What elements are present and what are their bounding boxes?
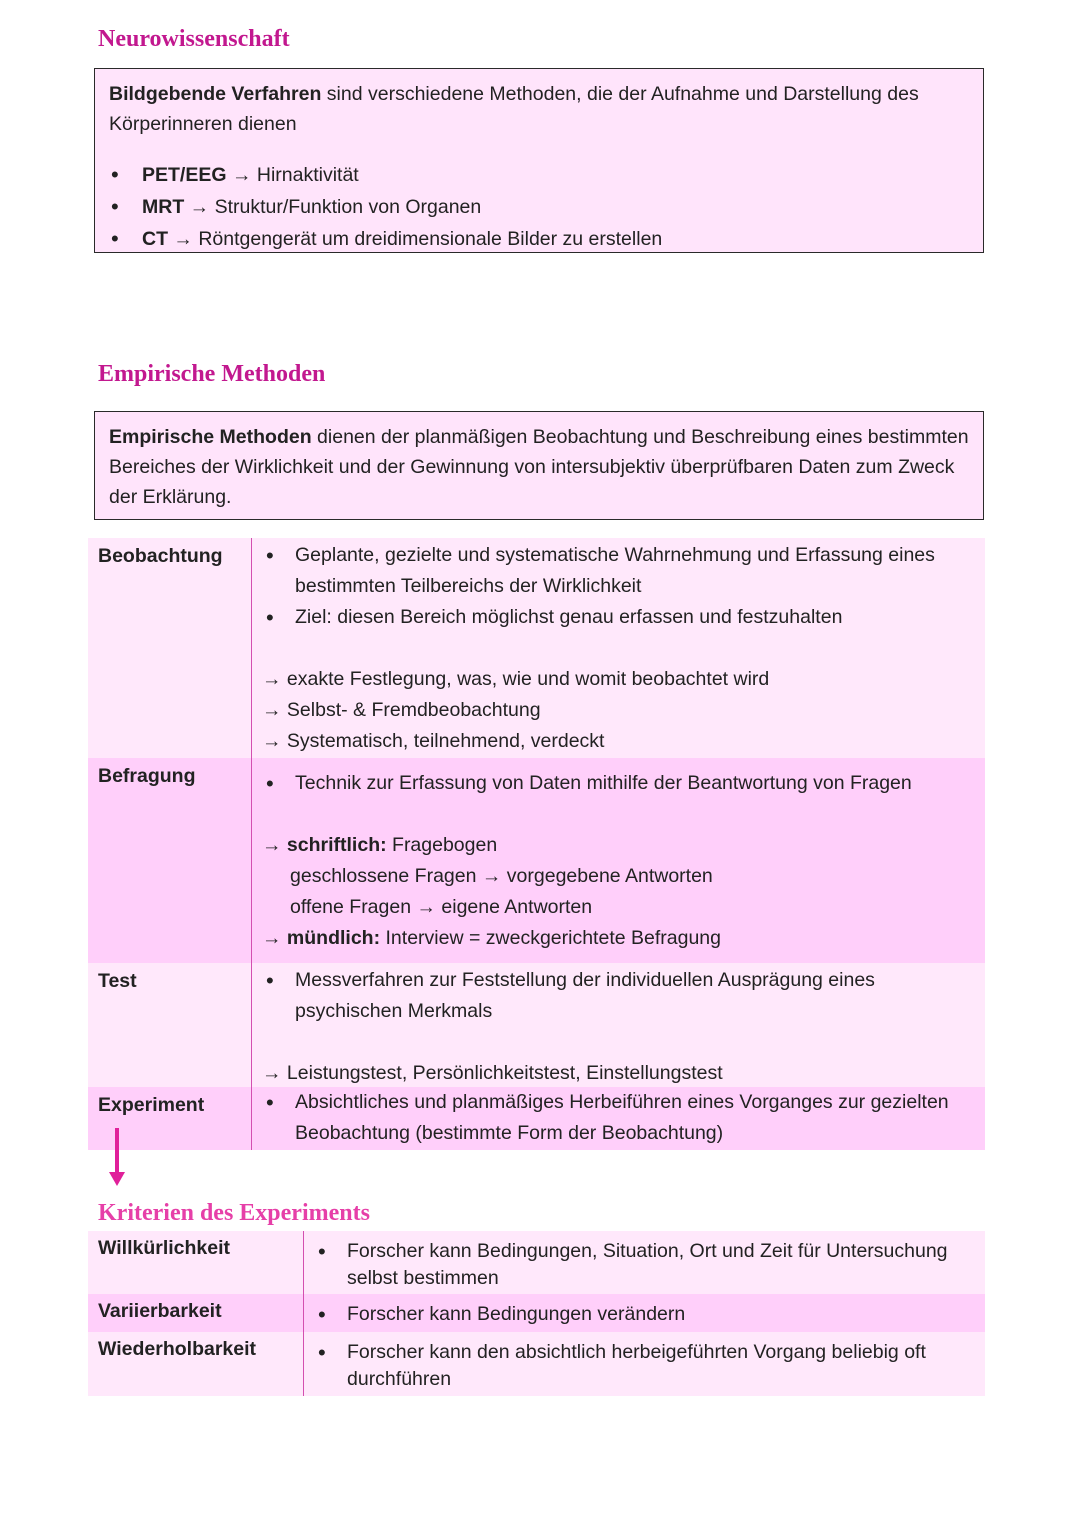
bullet-item: • Forscher kann Bedingungen, Situation, Ort und Zeit für Untersuchung selbst bestimmen — [314, 1238, 973, 1292]
row-label: Befragung — [88, 758, 252, 963]
table-row-criterion — [88, 1332, 985, 1396]
row-content — [252, 758, 985, 963]
bullet-item: • Forscher kann Bedingungen verändern — [314, 1301, 973, 1328]
arrow-note: → exakte Festlegung, was, wie und womit beobachtet wird — [262, 668, 770, 690]
row-label: Willkürlichkeit — [88, 1231, 304, 1294]
item-term: CT — [142, 228, 168, 250]
item-text: → Struktur/Funktion von Organen — [184, 196, 482, 218]
definition-term: Empirische Methoden — [109, 426, 312, 448]
definition-box-empirische-methoden — [94, 411, 984, 520]
arrow-note — [262, 923, 973, 954]
row-label: Test — [88, 963, 252, 1087]
arrow-note: → Selbst- & Fremdbeobachtung — [262, 699, 541, 721]
section-title-kriterien: Kriterien des Experiments — [98, 1200, 370, 1226]
row-label: Beobachtung — [88, 538, 252, 758]
row-content — [304, 1294, 985, 1332]
table-row-criterion — [88, 1294, 985, 1332]
row-content — [252, 963, 985, 1087]
arrow-glyph: → — [262, 834, 282, 856]
section-title-empirische-methoden: Empirische Methoden — [98, 361, 326, 387]
imaging-method-list — [109, 159, 969, 255]
row-content — [304, 1231, 985, 1294]
arrow-note — [262, 830, 973, 861]
sub-note: offene Fragen → eigene Antworten — [290, 896, 593, 918]
note-term: mündlich: — [286, 927, 381, 949]
bullet-item: • Absichtliches und planmäßiges Herbeiführen eines Vorganges zur gezielten Beobachtung (bestimmte Form der Beobachtung) — [262, 1087, 973, 1149]
item-term: MRT — [142, 196, 185, 218]
definition-body: sind verschiedene Methoden, die der Aufnahme und Darstellung des Körperinneren dienen — [109, 83, 919, 135]
definition-text — [109, 79, 969, 139]
arrow-glyph: → — [262, 927, 282, 949]
bullet-item: • Geplante, gezielte und systematische Wahrnehmung und Erfassung eines bestimmten Teilbereichs der Wirklichkeit — [262, 540, 973, 602]
item-text: → Hirnaktivität — [226, 164, 359, 186]
bullet-item: • Messverfahren zur Feststellung der individuellen Ausprägung eines psychischen Merkmals — [262, 965, 973, 1027]
table-row-experiment — [88, 1087, 985, 1150]
arrow-note: → Systematisch, teilnehmend, verdeckt — [262, 730, 605, 752]
bullet-item: • Ziel: diesen Bereich möglichst genau erfassen und festzuhalten — [262, 602, 973, 633]
table-row-beobachtung — [88, 538, 985, 758]
note-text: Interview = zweckgerichtete Befragung — [380, 927, 721, 949]
row-content — [252, 538, 985, 758]
table-row-befragung — [88, 758, 985, 963]
definition-box-bildgebende-verfahren — [94, 68, 984, 253]
sub-note: geschlossene Fragen → vorgegebene Antworten — [290, 865, 713, 887]
arrow-down-icon — [109, 1128, 125, 1188]
note-term: schriftlich: — [286, 834, 387, 856]
item-term: PET/EEG — [142, 164, 227, 186]
definition-body: dienen der planmäßigen Beobachtung und Beschreibung eines bestimmten Bereiches der Wirklichkeit und der Gewinnung von intersubjektiv überprüfbaren Daten zum Zweck der Erklärung. — [109, 426, 969, 508]
table-row-test — [88, 963, 985, 1087]
section-title-neurowissenschaft: Neurowissenschaft — [98, 26, 290, 52]
bullet-item: • Technik zur Erfassung von Daten mithilfe der Beantwortung von Fragen — [262, 768, 973, 799]
row-label: Wiederholbarkeit — [88, 1332, 304, 1396]
methods-table — [88, 538, 985, 1150]
criteria-table — [88, 1231, 985, 1396]
row-content — [304, 1332, 985, 1396]
bullet-item: • Forscher kann den absichtlich herbeigeführten Vorgang beliebig oft durchführen — [314, 1339, 973, 1393]
definition-text — [109, 422, 969, 512]
arrow-note: → Leistungstest, Persönlichkeitstest, Einstellungstest — [262, 1062, 723, 1084]
row-label: Experiment — [88, 1087, 252, 1150]
list-item — [109, 159, 969, 191]
list-item — [109, 223, 969, 255]
table-row-criterion — [88, 1231, 985, 1294]
list-item — [109, 191, 969, 223]
row-content — [252, 1087, 985, 1150]
row-label: Variierbarkeit — [88, 1294, 304, 1332]
note-text: Fragebogen — [386, 834, 498, 856]
item-text: → Röntgengerät um dreidimensionale Bilder zu erstellen — [168, 228, 663, 250]
definition-term: Bildgebende Verfahren — [109, 83, 322, 105]
